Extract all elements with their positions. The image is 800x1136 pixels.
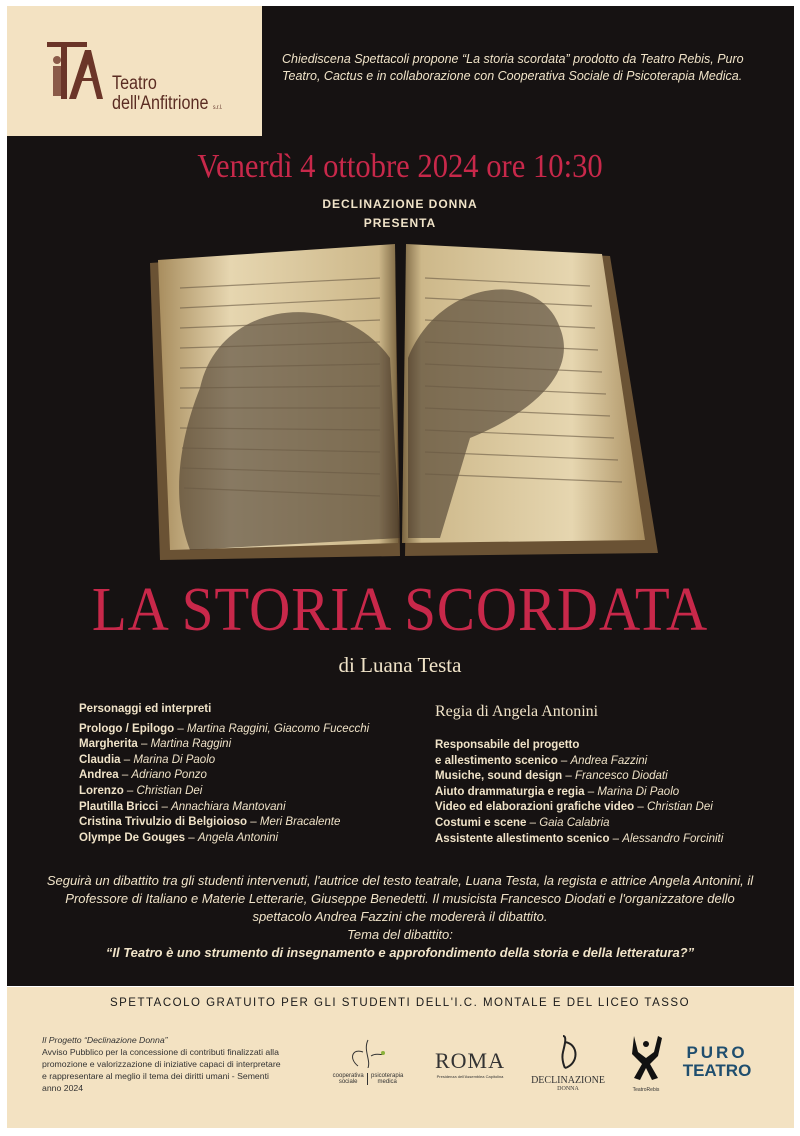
partner-teatro-rebis-logo	[622, 1034, 670, 1093]
free-show-notice: SPETTACOLO GRATUITO PER GLI STUDENTI DELL'I.C. MONTALE E DEL LICEO TASSO	[109, 997, 691, 1009]
crew-role: Costumi e scene	[435, 816, 527, 829]
cast-role: Cristina Trivulzio di Belgioioso	[79, 816, 248, 829]
crew-item: Video ed elaborazioni grafiche video – Christian Dei	[435, 801, 713, 814]
director-credit: Regia di Angela Antonini	[435, 703, 599, 720]
teatro-rebis-figure-icon	[628, 1034, 664, 1082]
partner-puro-teatro-logo	[682, 1044, 752, 1080]
cast-role: Margherita	[79, 738, 138, 751]
crew-name: Andrea Fazzini	[570, 754, 648, 767]
declinazione-text: DECLINAZIONE	[531, 1075, 605, 1086]
open-book-image	[140, 238, 660, 563]
teatro-rebis-text: TeatroRebis	[632, 1087, 660, 1093]
cast-actor: Adriano Ponzo	[131, 769, 207, 782]
project-note	[42, 1034, 282, 1094]
crew-role: Musiche, sound design	[435, 770, 563, 783]
cast-item: Prologo / Epilogo – Martina Raggini, Giacomo Fucecchi	[79, 722, 370, 735]
cast-item: Plautilla Bricci – Annachiara Mantovani	[79, 800, 286, 813]
show-author: di Luana Testa	[338, 653, 462, 677]
teatro-anfitrione-logo-icon	[47, 42, 107, 104]
crew-list	[435, 738, 723, 847]
logo-box	[7, 6, 262, 136]
cast-item: Claudia – Marina Di Paolo	[79, 753, 216, 766]
crew-name: Francesco Diodati	[574, 770, 668, 783]
show-title: LA STORIA SCORDATA	[91, 576, 709, 644]
teatro-text: TEATRO	[682, 1061, 752, 1080]
cast-actor: Martina Raggini, Giacomo Fucecchi	[186, 722, 370, 735]
event-date: Venerdì 4 ottobre 2024 ore 10:30	[197, 148, 603, 185]
crew-role: Assistente allestimento scenico	[435, 832, 610, 845]
logo-text	[112, 74, 222, 118]
cast-actor: Marina Di Paolo	[133, 753, 216, 766]
presenter-name: DECLINAZIONE DONNA	[322, 197, 478, 211]
logo-suffix: s.r.l.	[212, 105, 223, 111]
cast-item: Margherita – Martina Raggini	[79, 738, 232, 751]
coop-leaf-icon	[343, 1038, 393, 1068]
project-title: Il Progetto “Declinazione Donna”	[42, 1035, 168, 1045]
cast-item: Andrea – Adriano Ponzo	[79, 769, 207, 782]
partner-roma-logo	[420, 1048, 520, 1079]
roma-subtitle: Presidenza dell'Assemblea Capitolina	[436, 1074, 504, 1079]
cast-role: Claudia	[79, 753, 121, 766]
cast-role: Plautilla Bricci	[79, 800, 159, 813]
debate-text: Seguirà un dibattito tra gli studenti intervenuti, l'autrice del testo teatrale, Luana Testa, la regista e attrice Angela Antonini, il Professore di Italiano e Materie Letterarie, Giuseppe Benedetti. Il musicista Francesco Diodati e l'organizzatore dello spettacolo Andrea Fazzini che modererà il dibattito.	[46, 873, 754, 924]
roma-text: ROMA	[434, 1048, 505, 1073]
crew-line1: Responsabile del progetto	[435, 739, 580, 751]
debate-block	[40, 872, 760, 962]
cast-actor: Martina Raggini	[150, 738, 232, 751]
crew-item: Musiche, sound design – Francesco Diodati	[435, 770, 668, 783]
crew-name: Marina Di Paolo	[597, 785, 680, 798]
cast-actor: Christian Dei	[136, 784, 203, 797]
crew-name: Christian Dei	[646, 801, 713, 814]
partner-declinazione-logo	[528, 1034, 608, 1092]
cast-item: Cristina Trivulzio di Belgioioso – Meri Bracalente	[79, 816, 341, 829]
cast-actor: Annachiara Mantovani	[171, 800, 286, 813]
debate-theme-label: Tema del dibattito:	[347, 927, 453, 942]
crew-item: Costumi e scene – Gaia Calabria	[435, 816, 610, 829]
crew-role: e allestimento scenico	[435, 754, 558, 767]
donna-text: DONNA	[557, 1086, 579, 1092]
cast-role: Prologo / Epilogo	[79, 722, 175, 735]
crew-role: Aiuto drammaturgia e regia	[435, 785, 585, 798]
cast-actor: Meri Bracalente	[259, 816, 341, 829]
presenter-block	[0, 195, 800, 233]
crew-role: Video ed elaborazioni grafiche video	[435, 801, 635, 814]
logo-line2: dell'Anfitrione	[112, 93, 209, 114]
partner-coop-logo	[332, 1038, 404, 1085]
coop-left-text: cooperativa sociale	[332, 1073, 364, 1085]
cast-role: Andrea	[79, 769, 119, 782]
cast-item: Lorenzo – Christian Dei	[79, 784, 203, 797]
cast-role: Lorenzo	[79, 784, 124, 797]
project-text: Avviso Pubblico per la concessione di contributi finalizzati alla promozione e valorizzazione di iniziative capaci di interpretare e rappresentare al meglio il tema dei diritti umani - Sementi anno 2024	[42, 1047, 281, 1093]
declinazione-figure-icon	[553, 1034, 583, 1070]
crew-item: Assistente allestimento scenico – Alessandro Forciniti	[435, 832, 724, 845]
logo-line1: Teatro	[112, 73, 157, 94]
cast-role: Olympe De Gouges	[79, 831, 186, 844]
debate-question: “Il Teatro è uno strumento di insegnamento e approfondimento della storia e della letteratura?”	[105, 945, 695, 960]
cast-list	[79, 702, 369, 846]
coop-right-text: psicoterapia medica	[367, 1073, 404, 1085]
crew-name: Gaia Calabria	[539, 816, 610, 829]
cast-actor: Angela Antonini	[197, 831, 279, 844]
crew-item: e allestimento scenico – Andrea Fazzini	[435, 754, 648, 767]
crew-name: Alessandro Forciniti	[622, 832, 724, 845]
cast-item: Olympe De Gouges – Angela Antonini	[79, 831, 279, 844]
intro-text: Chiediscena Spettacoli propone “La storia scordata” prodotto da Teatro Rebis, Puro Teatro, Cactus e in collaborazione con Cooperativa Sociale di Psicoterapia Medica.	[282, 52, 744, 83]
crew-item: Aiuto drammaturgia e regia – Marina Di Paolo	[435, 785, 680, 798]
cast-heading: Personaggi ed interpreti	[79, 703, 212, 715]
presents-label: PRESENTA	[363, 216, 437, 230]
puro-text: PURO	[686, 1043, 748, 1062]
